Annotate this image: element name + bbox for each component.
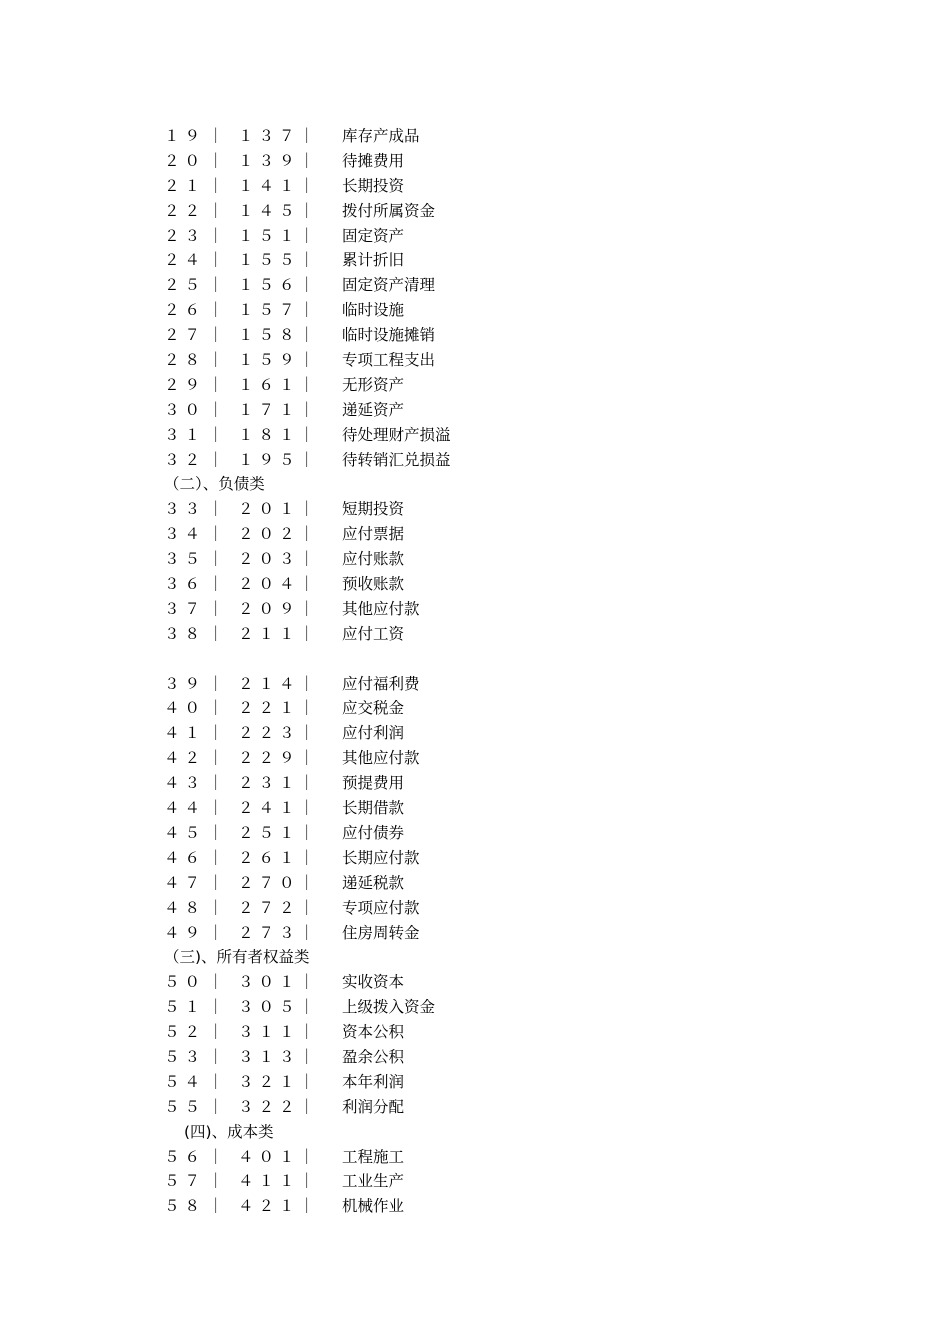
- account-row: [0, 497, 950, 522]
- account-name: 专项应付款: [342, 898, 420, 917]
- account-row: [0, 124, 950, 149]
- account-code: １４５: [238, 201, 300, 220]
- account-seq-number: ３７: [164, 599, 206, 618]
- account-row: [0, 348, 950, 373]
- account-name: 应付利润: [342, 724, 405, 743]
- account-code: ３０１: [238, 973, 300, 992]
- column-separator: ｜: [299, 873, 315, 892]
- column-separator: ｜: [299, 525, 315, 544]
- account-name: 库存产成品: [342, 127, 420, 145]
- account-code: １９５: [238, 450, 300, 469]
- column-separator: ｜: [208, 550, 224, 569]
- column-separator: ｜: [208, 450, 224, 469]
- column-separator: ｜: [299, 624, 315, 643]
- account-seq-number: ３２: [164, 450, 206, 469]
- column-separator: ｜: [299, 823, 315, 842]
- account-seq-number: ３１: [164, 425, 206, 444]
- account-name: 机械作业: [342, 1197, 405, 1216]
- column-separator: ｜: [299, 848, 315, 867]
- column-separator: ｜: [208, 1147, 224, 1166]
- account-code: ３１３: [238, 1047, 300, 1066]
- account-name: 住房周转金: [342, 923, 420, 942]
- account-name: 累计折旧: [342, 251, 405, 270]
- account-row: [0, 721, 950, 746]
- column-separator: ｜: [299, 425, 315, 444]
- account-row: [0, 1070, 950, 1095]
- column-separator: ｜: [208, 749, 224, 768]
- account-row: [0, 597, 950, 622]
- column-separator: ｜: [208, 351, 224, 370]
- column-separator: ｜: [299, 923, 315, 942]
- column-separator: ｜: [208, 151, 224, 170]
- account-name: 待转销汇兑损益: [342, 450, 451, 469]
- account-code: １５８: [238, 326, 300, 345]
- account-name: 专项工程支出: [342, 351, 436, 370]
- account-code: １５９: [238, 351, 300, 370]
- account-code: １５１: [238, 226, 300, 245]
- column-separator: ｜: [208, 1047, 224, 1066]
- account-code: １４１: [238, 176, 300, 195]
- account-row: [0, 423, 950, 448]
- account-seq-number: ２３: [164, 226, 206, 245]
- account-name: 上级拨入资金: [342, 998, 436, 1017]
- column-separator: ｜: [299, 699, 315, 718]
- account-code: １６１: [238, 375, 300, 394]
- account-seq-number: ５４: [164, 1072, 206, 1091]
- column-separator: ｜: [208, 525, 224, 544]
- column-separator: ｜: [299, 599, 315, 618]
- account-seq-number: ２５: [164, 276, 206, 295]
- account-seq-number: ５５: [164, 1097, 206, 1116]
- account-row: [0, 622, 950, 647]
- account-name: 利润分配: [342, 1097, 405, 1116]
- account-row: [0, 1095, 950, 1120]
- account-row: [0, 921, 950, 946]
- account-name: 工业生产: [342, 1172, 405, 1191]
- account-row: [0, 1169, 950, 1194]
- column-separator: ｜: [208, 923, 224, 942]
- account-seq-number: １９: [164, 127, 206, 145]
- column-separator: ｜: [208, 301, 224, 320]
- column-separator: ｜: [208, 823, 224, 842]
- account-row: [0, 970, 950, 995]
- account-name: 资本公积: [342, 1023, 405, 1042]
- column-separator: ｜: [299, 226, 315, 245]
- account-row: [0, 995, 950, 1020]
- column-separator: ｜: [299, 550, 315, 569]
- column-separator: ｜: [299, 326, 315, 345]
- column-separator: ｜: [299, 151, 315, 170]
- account-name: 实收资本: [342, 973, 405, 992]
- column-separator: ｜: [299, 774, 315, 793]
- column-separator: ｜: [299, 400, 315, 419]
- account-code: ３２１: [238, 1072, 300, 1091]
- account-name: 应付工资: [342, 624, 405, 643]
- account-name: 递延税款: [342, 873, 405, 892]
- account-row: [0, 1020, 950, 1045]
- account-name: 临时设施: [342, 301, 405, 320]
- account-row: [0, 672, 950, 697]
- account-code: １５６: [238, 276, 300, 295]
- account-row: [0, 771, 950, 796]
- column-separator: ｜: [299, 1072, 315, 1091]
- account-row: [0, 1045, 950, 1070]
- account-seq-number: ３５: [164, 550, 206, 569]
- account-code: ２１１: [238, 624, 300, 643]
- account-seq-number: ２１: [164, 176, 206, 195]
- column-separator: ｜: [208, 724, 224, 743]
- account-code: ２７０: [238, 873, 300, 892]
- account-name: 其他应付款: [342, 599, 420, 618]
- account-seq-number: ３６: [164, 575, 206, 594]
- column-separator: ｜: [208, 799, 224, 818]
- account-name: 递延资产: [342, 400, 405, 419]
- column-separator: ｜: [208, 276, 224, 295]
- account-row: [0, 149, 950, 174]
- column-separator: ｜: [299, 176, 315, 195]
- account-row: [0, 174, 950, 199]
- account-code-list: [0, 124, 950, 1219]
- column-separator: ｜: [299, 724, 315, 743]
- account-row: [0, 224, 950, 249]
- account-row: [0, 298, 950, 323]
- column-separator: ｜: [208, 226, 224, 245]
- account-name: 应付福利费: [342, 674, 420, 693]
- account-seq-number: ４６: [164, 848, 206, 867]
- account-code: ２６１: [238, 848, 300, 867]
- column-separator: ｜: [208, 624, 224, 643]
- column-separator: ｜: [299, 1097, 315, 1116]
- account-seq-number: ５１: [164, 998, 206, 1017]
- account-seq-number: ２６: [164, 301, 206, 320]
- account-code: １３７: [238, 127, 300, 145]
- account-seq-number: ２４: [164, 251, 206, 270]
- column-separator: ｜: [208, 201, 224, 220]
- account-row: [0, 846, 950, 871]
- account-seq-number: ３４: [164, 525, 206, 544]
- account-row: [0, 1194, 950, 1219]
- account-row: [0, 398, 950, 423]
- column-separator: ｜: [299, 998, 315, 1017]
- section-heading-text: （二）、负债类: [164, 475, 265, 494]
- column-separator: ｜: [208, 375, 224, 394]
- column-separator: ｜: [299, 749, 315, 768]
- column-separator: ｜: [208, 251, 224, 270]
- account-code: ２０４: [238, 575, 300, 594]
- account-name: 其他应付款: [342, 749, 420, 768]
- column-separator: ｜: [208, 699, 224, 718]
- account-row: [0, 547, 950, 572]
- account-name: 应付票据: [342, 525, 405, 544]
- section-heading: [0, 945, 950, 970]
- account-code: ２７２: [238, 898, 300, 917]
- column-separator: ｜: [299, 1023, 315, 1042]
- account-code: １５７: [238, 301, 300, 320]
- column-separator: ｜: [299, 1172, 315, 1191]
- account-seq-number: ４０: [164, 699, 206, 718]
- account-code: ２３１: [238, 774, 300, 793]
- column-separator: ｜: [299, 251, 315, 270]
- account-seq-number: ３９: [164, 674, 206, 693]
- account-name: 长期应付款: [342, 848, 420, 867]
- account-name: 本年利润: [342, 1072, 405, 1091]
- account-seq-number: ３３: [164, 500, 206, 519]
- account-name: 预收账款: [342, 575, 405, 594]
- account-code: ２５１: [238, 823, 300, 842]
- blank-line: [0, 647, 950, 672]
- account-code: １８１: [238, 425, 300, 444]
- account-seq-number: ５７: [164, 1172, 206, 1191]
- column-separator: ｜: [208, 1023, 224, 1042]
- column-separator: ｜: [208, 998, 224, 1017]
- column-separator: ｜: [208, 326, 224, 345]
- account-name: 应付账款: [342, 550, 405, 569]
- column-separator: ｜: [299, 450, 315, 469]
- column-separator: ｜: [208, 774, 224, 793]
- account-row: [0, 746, 950, 771]
- column-separator: ｜: [208, 400, 224, 419]
- column-separator: ｜: [208, 1097, 224, 1116]
- account-code: １５５: [238, 251, 300, 270]
- section-heading-text: （三)、所有者权益类: [164, 948, 310, 967]
- account-code: ２２９: [238, 749, 300, 768]
- account-name: 盈余公积: [342, 1047, 405, 1066]
- column-separator: ｜: [208, 848, 224, 867]
- account-row: [0, 522, 950, 547]
- account-row: [0, 273, 950, 298]
- column-separator: ｜: [299, 973, 315, 992]
- account-row: [0, 696, 950, 721]
- account-row: [0, 1145, 950, 1170]
- account-code: ３０５: [238, 998, 300, 1017]
- account-name: 工程施工: [342, 1147, 405, 1166]
- column-separator: ｜: [208, 599, 224, 618]
- account-seq-number: ４２: [164, 749, 206, 768]
- account-row: [0, 796, 950, 821]
- column-separator: ｜: [299, 351, 315, 370]
- column-separator: ｜: [208, 1172, 224, 1191]
- section-heading: [0, 1120, 950, 1145]
- column-separator: ｜: [208, 425, 224, 444]
- account-name: 应付债券: [342, 823, 405, 842]
- account-name: 待摊费用: [342, 151, 405, 170]
- account-code: １７１: [238, 400, 300, 419]
- account-code: ２４１: [238, 799, 300, 818]
- column-separator: ｜: [208, 898, 224, 917]
- account-code: ４２１: [238, 1197, 300, 1216]
- column-separator: ｜: [299, 1147, 315, 1166]
- account-code: ２０９: [238, 599, 300, 618]
- account-name: 固定资产: [342, 226, 405, 245]
- column-separator: ｜: [208, 873, 224, 892]
- account-name: 无形资产: [342, 375, 405, 394]
- account-seq-number: ４３: [164, 774, 206, 793]
- account-code: ３２２: [238, 1097, 300, 1116]
- account-seq-number: ５８: [164, 1197, 206, 1216]
- account-code: ２０３: [238, 550, 300, 569]
- column-separator: ｜: [299, 575, 315, 594]
- account-row: [0, 373, 950, 398]
- account-code: ３１１: [238, 1023, 300, 1042]
- column-separator: ｜: [299, 1047, 315, 1066]
- account-row: [0, 896, 950, 921]
- account-seq-number: ２０: [164, 151, 206, 170]
- account-row: [0, 248, 950, 273]
- column-separator: ｜: [299, 201, 315, 220]
- account-name: 长期借款: [342, 799, 405, 818]
- account-seq-number: ２８: [164, 351, 206, 370]
- account-seq-number: ４８: [164, 898, 206, 917]
- column-separator: ｜: [299, 301, 315, 320]
- column-separator: ｜: [299, 1197, 315, 1216]
- account-name: 预提费用: [342, 774, 405, 793]
- account-name: 固定资产清理: [342, 276, 436, 295]
- account-name: 长期投资: [342, 176, 405, 195]
- account-code: ２２３: [238, 724, 300, 743]
- column-separator: ｜: [299, 500, 315, 519]
- account-seq-number: ５３: [164, 1047, 206, 1066]
- account-name: 拨付所属资金: [342, 201, 436, 220]
- account-row: [0, 199, 950, 224]
- account-code: ２１４: [238, 674, 300, 693]
- account-seq-number: ２９: [164, 375, 206, 394]
- account-code: ２０２: [238, 525, 300, 544]
- account-code: ２７３: [238, 923, 300, 942]
- column-separator: ｜: [299, 674, 315, 693]
- account-code: ４１１: [238, 1172, 300, 1191]
- account-row: [0, 448, 950, 473]
- account-seq-number: ５６: [164, 1147, 206, 1166]
- account-seq-number: ４５: [164, 823, 206, 842]
- column-separator: ｜: [299, 799, 315, 818]
- account-seq-number: ３０: [164, 400, 206, 419]
- account-row: [0, 871, 950, 896]
- account-row: [0, 572, 950, 597]
- section-heading-text: (四)、成本类: [184, 1122, 274, 1141]
- column-separator: ｜: [208, 176, 224, 195]
- column-separator: ｜: [299, 898, 315, 917]
- account-seq-number: ５２: [164, 1023, 206, 1042]
- column-separator: ｜: [208, 127, 224, 145]
- account-name: 临时设施摊销: [342, 326, 436, 345]
- account-seq-number: ４１: [164, 724, 206, 743]
- column-separator: ｜: [208, 1197, 224, 1216]
- column-separator: ｜: [299, 127, 315, 145]
- column-separator: ｜: [299, 276, 315, 295]
- account-row: [0, 323, 950, 348]
- column-separator: ｜: [208, 973, 224, 992]
- account-seq-number: ５０: [164, 973, 206, 992]
- account-code: １３９: [238, 151, 300, 170]
- account-seq-number: ４７: [164, 873, 206, 892]
- account-name: 应交税金: [342, 699, 405, 718]
- column-separator: ｜: [208, 674, 224, 693]
- account-code: ２２１: [238, 699, 300, 718]
- account-seq-number: ２７: [164, 326, 206, 345]
- account-name: 待处理财产损溢: [342, 425, 451, 444]
- column-separator: ｜: [208, 500, 224, 519]
- account-seq-number: ４４: [164, 799, 206, 818]
- column-separator: ｜: [299, 375, 315, 394]
- account-seq-number: ２２: [164, 201, 206, 220]
- account-code: ４０１: [238, 1147, 300, 1166]
- account-code: ２０１: [238, 500, 300, 519]
- account-name: 短期投资: [342, 500, 405, 519]
- section-heading: [0, 472, 950, 497]
- column-separator: ｜: [208, 575, 224, 594]
- account-seq-number: ４９: [164, 923, 206, 942]
- account-row: [0, 821, 950, 846]
- account-seq-number: ３８: [164, 624, 206, 643]
- column-separator: ｜: [208, 1072, 224, 1091]
